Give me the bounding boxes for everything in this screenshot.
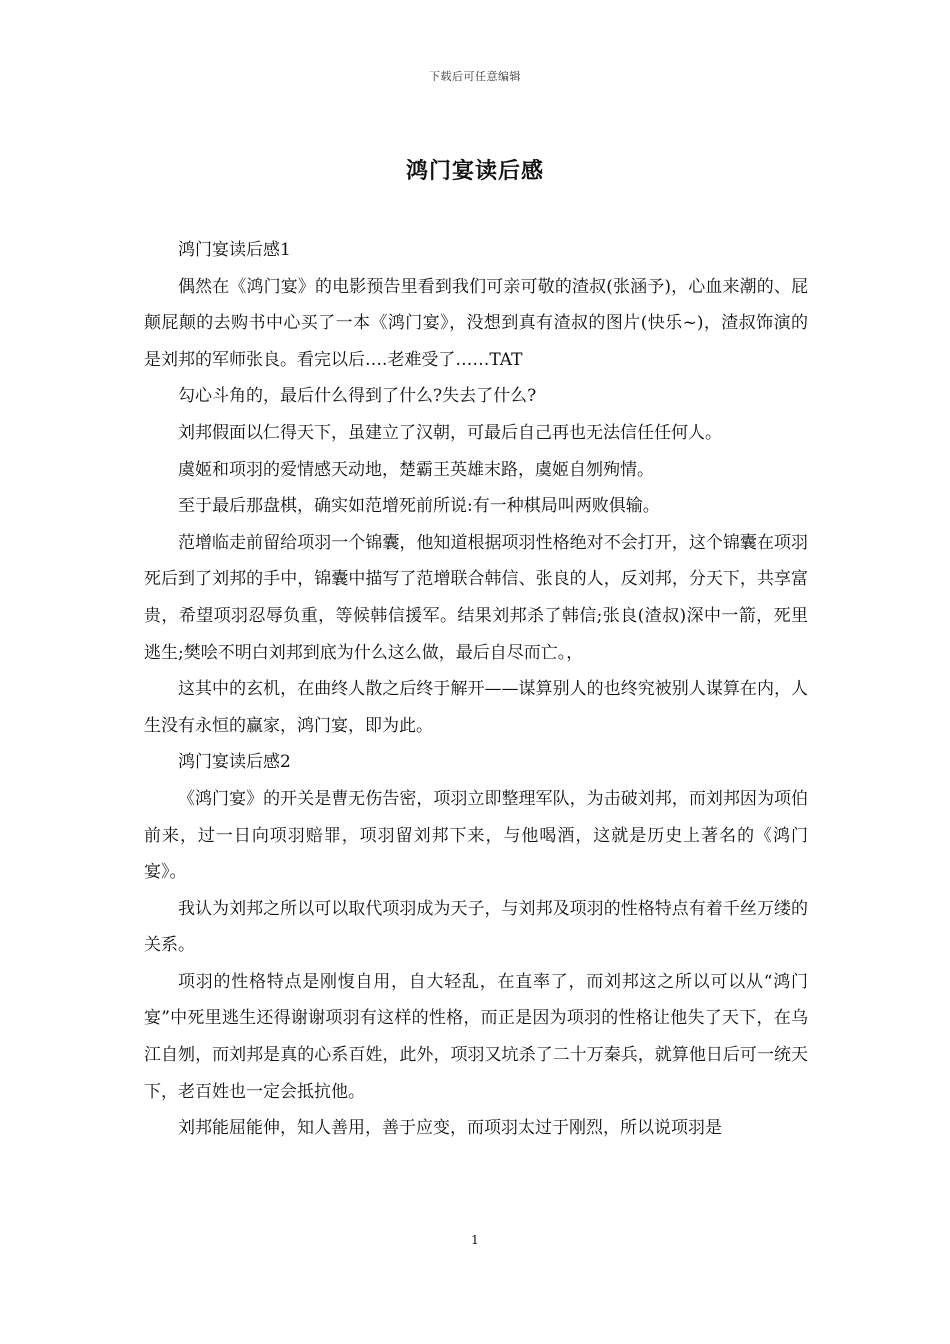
paragraph: 刘邦假面以仁得天下，虽建立了汉朝，可最后自己再也无法信任任何人。 <box>178 422 722 443</box>
paragraph: 范增临走前留给项羽一个锦囊，他知道根据项羽性格绝对不会打开，这个锦囊在项羽死后到了刘邦的手中，锦囊中描写了范增联合韩信、张良的人，反刘邦，分天下，共享富贵，希望项羽忍辱负重，等候韩信援军。结果刘邦杀了韩信;张良(渣叔)深中一箭，死里逃生;樊哙不明白刘邦到底为什么这么做，最后自尽而亡。， <box>144 532 808 663</box>
paragraph: 偶然在《鸿门宴》的电影预告里看到我们可亲可敬的渣叔(张涵予)，心血来潮的、屁颠屁颠的去购书中心买了一本《鸿门宴》，没想到真有渣叔的图片(快乐~)，渣叔饰演的是刘邦的军师张良。看完以后….老难受了……TAT <box>144 276 808 370</box>
document-title: 鸿门宴读后感 <box>405 158 544 184</box>
section-heading-2: 鸿门宴读后感2 <box>178 752 291 773</box>
section-heading-1: 鸿门宴读后感1 <box>178 240 291 260</box>
paragraph: 刘邦能屈能伸，知人善用，善于应变，而项羽太过于刚烈，所以说项羽是 <box>178 1118 722 1139</box>
paragraph: 我认为刘邦之所以可以取代项羽成为天子，与刘邦及项羽的性格特点有着千丝万缕的关系。 <box>144 898 808 956</box>
paragraph: 虞姬和项羽的爱情感天动地，楚霸王英雄末路，虞姬自刎殉情。 <box>178 459 654 480</box>
paragraph: 至于最后那盘棋，确实如范增死前所说:有一种棋局叫两败俱输。 <box>178 496 660 517</box>
paragraph: 这其中的玄机，在曲终人散之后终于解开——谋算别人的也终究被别人谋算在内，人生没有永恒的赢家，鸿门宴，即为此。 <box>144 679 808 736</box>
page-header-note: 下载后可任意编辑 <box>429 70 521 83</box>
paragraph: 《鸿门宴》的开关是曹无伤告密，项羽立即整理军队，为击破刘邦，而刘邦因为项伯前来，过一日向项羽赔罪，项羽留刘邦下来，与他喝酒，这就是历史上著名的《鸿门宴》。 <box>144 788 808 883</box>
paragraph: 勾心斗角的，最后什么得到了什么?失去了什么? <box>178 386 537 407</box>
page-number: 1 <box>471 1233 479 1247</box>
document-body <box>144 232 808 1147</box>
paragraph: 项羽的性格特点是刚愎自用，自大轻乱，在直率了，而刘邦这之所以可以从“鸿门宴”中死里逃生还得谢谢项羽有这样的性格，而正是因为项羽的性格让他失了天下，在乌江自刎，而刘邦是真的心系百姓，此外，项羽又坑杀了二十万秦兵，就算他日后可一统天下，老百姓也一定会抵抗他。 <box>144 971 808 1102</box>
